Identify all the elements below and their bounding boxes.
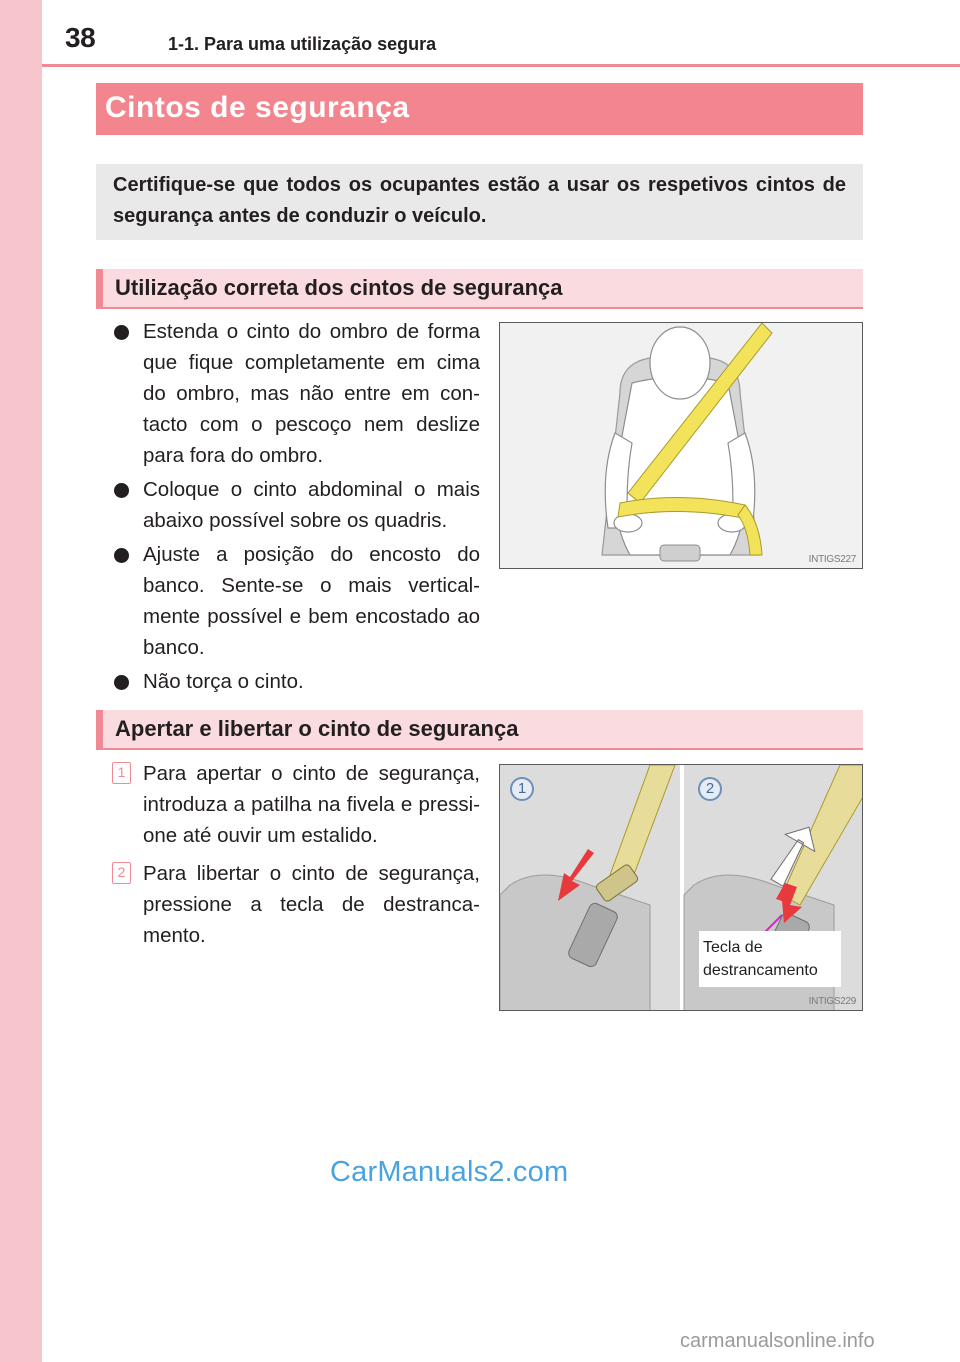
list-item-text: Não torça o cinto. [143, 670, 304, 693]
title-banner [96, 83, 863, 135]
section-breadcrumb: 1-1. Para uma utilização segura [168, 34, 437, 54]
intro-text: Certifique-se que todos os ocupantes estão a usar os respetivos cintos de segurança antes de conduzir o veículo. [113, 174, 846, 227]
step-text: Para libertar o cinto de segurança, pressione a tecla de destranca-mento. [143, 862, 480, 947]
bullet-icon [114, 548, 129, 563]
unlock-button-callout [699, 931, 841, 987]
list-item-text: Estenda o cinto do ombro de forma que fique completamente em cima do ombro, mas não entre em con-tacto com o pescoço nem deslize para fora do ombro. [143, 320, 480, 467]
footer-site-text: carmanualsonline.info [680, 1330, 875, 1352]
bullet-list [112, 316, 480, 700]
step-item [112, 858, 480, 951]
callout-line: Tecla de [703, 939, 763, 956]
bullet-icon [114, 675, 129, 690]
side-color-strip [0, 0, 42, 1362]
panel-number-badge: 2 [698, 777, 722, 801]
watermark-text: CarManuals2.com [330, 1156, 569, 1188]
bullet-icon [114, 483, 129, 498]
occupant-illustration-svg [500, 323, 863, 569]
section-heading-fasten-release [96, 710, 863, 750]
list-item [112, 474, 480, 536]
step-item [112, 758, 480, 851]
page-title: Cintos de segurança [105, 91, 410, 124]
list-item-text: Ajuste a posição do encosto do banco. Sente-se o mais vertical-mente possível e bem encostado ao banco. [143, 543, 480, 659]
list-item-text: Coloque o cinto abdominal o mais abaixo possível sobre os quadris. [143, 478, 480, 532]
list-item [112, 539, 480, 663]
figure-code: INTIGS227 [808, 554, 856, 565]
step-list [112, 758, 480, 958]
bullet-icon [114, 325, 129, 340]
panel-number-badge: 1 [510, 777, 534, 801]
page-number: 38 [65, 22, 96, 53]
intro-box [96, 164, 863, 240]
list-item [112, 316, 480, 471]
section-heading-text: Apertar e libertar o cinto de segurança [115, 716, 519, 741]
section-heading-text: Utilização correta dos cintos de segurança [115, 275, 563, 300]
header-divider [42, 64, 960, 67]
seated-occupant-belt-illustration [499, 322, 863, 569]
figure-code: INTIGS229 [808, 996, 856, 1007]
list-item [112, 666, 480, 697]
step-number-badge: 2 [112, 862, 131, 884]
section-heading-correct-use [96, 269, 863, 309]
step-text: Para apertar o cinto de segurança, introduza a patilha na fivela e pressi-one até ouvir um estalido. [143, 762, 480, 847]
step-number-badge: 1 [112, 762, 131, 784]
buckle-illustration [499, 764, 863, 1011]
callout-line: destrancamento [703, 962, 818, 979]
